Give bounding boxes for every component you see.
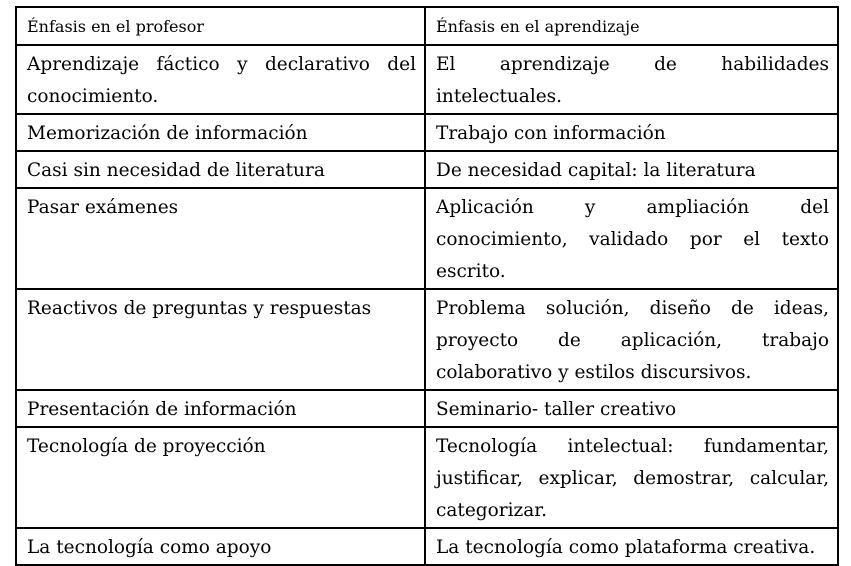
table-row xyxy=(16,45,838,114)
header-teacher-emphasis: Énfasis en el profesor xyxy=(16,7,425,45)
learning-cell: Aplicación y ampliación del conocimiento, validado por el texto escrito. xyxy=(425,188,838,289)
teacher-cell: Memorización de información xyxy=(16,114,425,151)
table-row xyxy=(16,528,838,565)
table-row xyxy=(16,151,838,188)
teacher-cell: Casi sin necesidad de literatura xyxy=(16,151,425,188)
teacher-cell: Reactivos de preguntas y respuestas xyxy=(16,289,425,390)
table-row xyxy=(16,390,838,427)
teacher-cell: La tecnología como apoyo xyxy=(16,528,425,565)
learning-cell: Trabajo con información xyxy=(425,114,838,151)
learning-cell: Seminario- taller creativo xyxy=(425,390,838,427)
table-row xyxy=(16,289,838,390)
table-row xyxy=(16,188,838,289)
learning-cell: Tecnología intelectual: fundamentar, justificar, explicar, demostrar, calcular, categorizar. xyxy=(425,427,838,528)
comparison-table xyxy=(15,6,839,566)
table-row xyxy=(16,114,838,151)
learning-cell: De necesidad capital: la literatura xyxy=(425,151,838,188)
teacher-cell: Presentación de información xyxy=(16,390,425,427)
header-learning-emphasis: Énfasis en el aprendizaje xyxy=(425,7,838,45)
teacher-cell: Pasar exámenes xyxy=(16,188,425,289)
learning-cell: Problema solución, diseño de ideas, proyecto de aplicación, trabajo colaborativo y estilos discursivos. xyxy=(425,289,838,390)
learning-cell: La tecnología como plataforma creativa. xyxy=(425,528,838,565)
learning-cell: El aprendizaje de habilidades intelectuales. xyxy=(425,45,838,114)
header-row xyxy=(16,7,838,45)
teacher-cell: Aprendizaje fáctico y declarativo del conocimiento. xyxy=(16,45,425,114)
table-row xyxy=(16,427,838,528)
teacher-cell: Tecnología de proyección xyxy=(16,427,425,528)
